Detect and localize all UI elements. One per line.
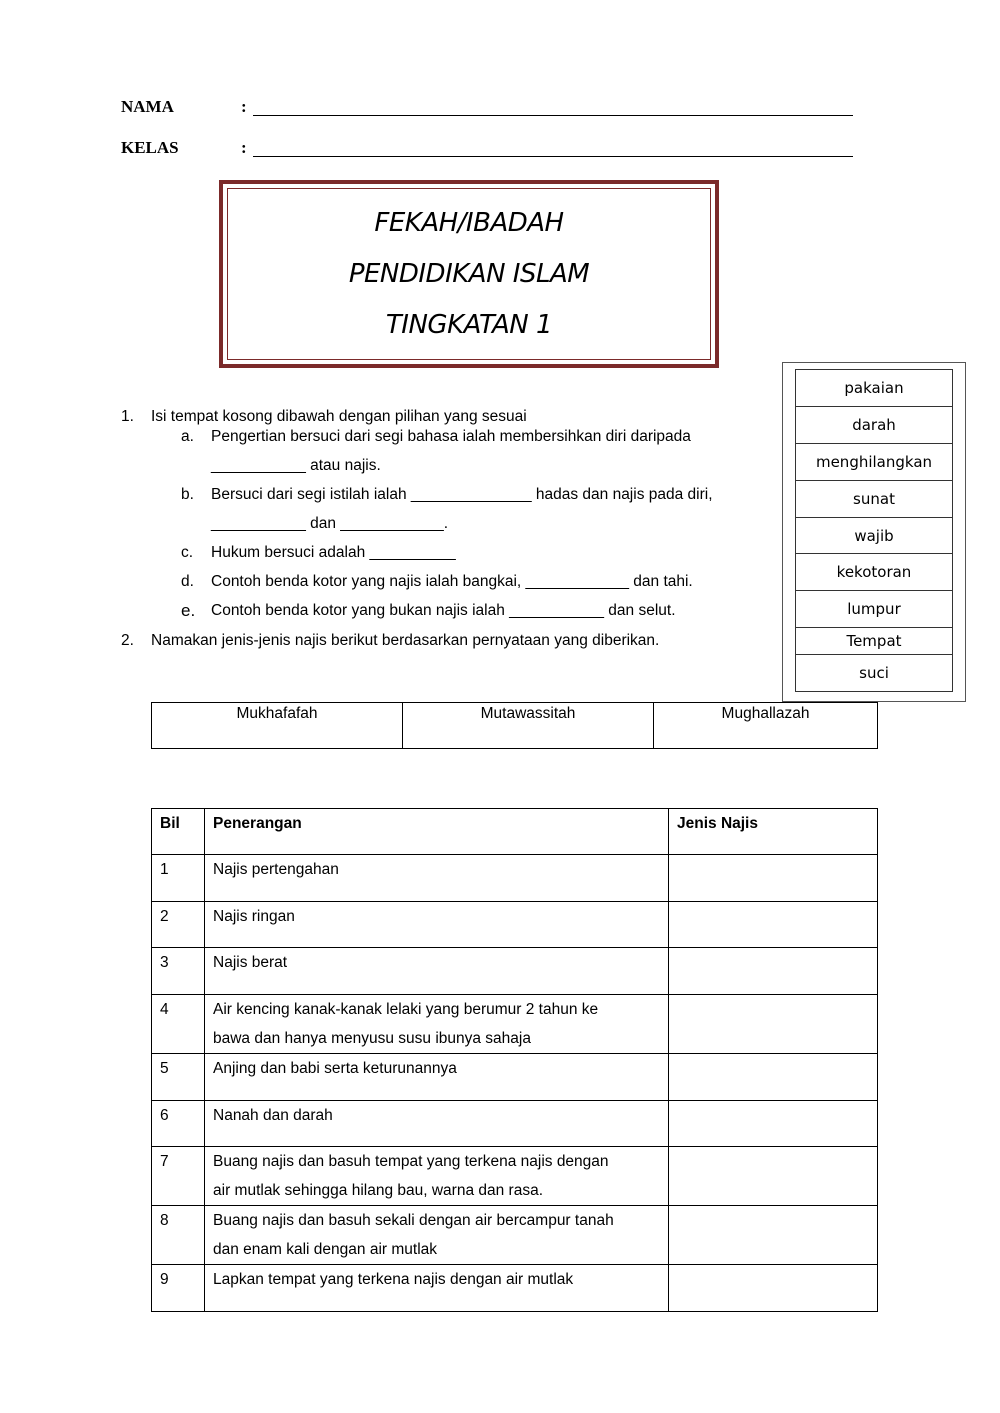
header-penerangan: Penerangan (205, 809, 669, 855)
najis-type-option[interactable]: Mughallazah (654, 703, 878, 749)
row-line: dan enam kali dengan air mutlak (213, 1241, 438, 1258)
row-line: Buang najis dan basuh tempat yang terkena najis dengan (213, 1153, 609, 1170)
answer-cell[interactable] (669, 948, 878, 995)
nama-colon: : (241, 97, 247, 116)
q1a-text: Pengertian bersuci dari segi bahasa ialah membersihkan diri daripada (211, 428, 691, 445)
table-row (152, 995, 878, 1054)
header-bil: Bil (152, 809, 205, 855)
word-bank (795, 369, 953, 692)
answer-cell[interactable] (669, 1147, 878, 1206)
najis-types-table (151, 702, 878, 749)
row-bil: 2 (152, 902, 205, 948)
row-line: Nanah dan darah (213, 1107, 333, 1124)
word-bank-item[interactable]: darah (796, 407, 952, 444)
title-course: PENDIDIKAN ISLAM (348, 258, 590, 289)
q1b-label: b. (181, 486, 194, 503)
row-penerangan (205, 902, 669, 948)
word-bank-item[interactable]: pakaian (796, 370, 952, 407)
q1e-label: e. (181, 601, 196, 620)
row-line: Anjing dan babi serta keturunannya (213, 1060, 457, 1077)
row-penerangan (205, 995, 669, 1054)
title-subject: FEKAH/IBADAH (374, 207, 564, 238)
table-row (152, 1101, 878, 1147)
row-line: Lapkan tempat yang terkena najis dengan air mutlak (213, 1271, 574, 1288)
q2-number: 2. (121, 632, 134, 649)
row-penerangan (205, 948, 669, 995)
q1b-blank[interactable]: ___________ dan ____________. (211, 515, 449, 532)
row-line: Buang najis dan basuh sekali dengan air bercampur tanah (213, 1212, 614, 1229)
q1-number: 1. (121, 408, 134, 425)
answer-cell[interactable] (669, 902, 878, 948)
row-bil: 9 (152, 1265, 205, 1312)
row-bil: 6 (152, 1101, 205, 1147)
q1b-text[interactable]: Bersuci dari segi istilah ialah ______________ hadas dan najis pada diri, (211, 486, 713, 503)
table-row (152, 1265, 878, 1312)
answer-cell[interactable] (669, 1101, 878, 1147)
word-bank-item[interactable]: menghilangkan (796, 444, 952, 481)
q1c-text[interactable]: Hukum bersuci adalah __________ (211, 544, 456, 561)
title-box-inner (227, 188, 711, 360)
word-bank-item[interactable]: lumpur (796, 591, 952, 628)
answer-cell[interactable] (669, 995, 878, 1054)
kelas-label: KELAS (121, 138, 179, 157)
row-line: Najis pertengahan (213, 861, 339, 878)
q1e-text[interactable]: Contoh benda kotor yang bukan najis ialah ___________ dan selut. (211, 602, 676, 619)
header-jenis-najis: Jenis Najis (669, 809, 878, 855)
nama-label: NAMA (121, 97, 174, 116)
word-bank-item[interactable]: wajib (796, 518, 952, 554)
word-bank-item[interactable]: kekotoran (796, 554, 952, 591)
row-bil: 8 (152, 1206, 205, 1265)
table-row (152, 948, 878, 995)
q1-instruction: Isi tempat kosong dibawah dengan pilihan yang sesuai (151, 408, 527, 425)
q1a-label: a. (181, 428, 194, 445)
title-box (219, 180, 719, 368)
answer-cell[interactable] (669, 855, 878, 902)
row-line: air mutlak sehingga hilang bau, warna dan rasa. (213, 1182, 544, 1199)
row-line: bawa dan hanya menyusu susu ibunya sahaja (213, 1030, 531, 1047)
najis-type-option[interactable]: Mutawassitah (403, 703, 654, 749)
q1c-label: c. (181, 544, 194, 561)
row-bil: 3 (152, 948, 205, 995)
answer-cell[interactable] (669, 1265, 878, 1312)
row-penerangan (205, 1054, 669, 1101)
table-row (152, 1054, 878, 1101)
row-line: Najis ringan (213, 908, 295, 925)
title-grade: TINGKATAN 1 (385, 310, 553, 341)
table-row (152, 855, 878, 902)
najis-type-option[interactable]: Mukhafafah (152, 703, 403, 749)
row-line: Najis berat (213, 954, 288, 971)
answer-cell[interactable] (669, 1054, 878, 1101)
q2-instruction: Namakan jenis-jenis najis berikut berdasarkan pernyataan yang diberikan. (151, 632, 660, 649)
q1a-blank[interactable]: ___________ atau najis. (211, 457, 381, 474)
row-penerangan (205, 1101, 669, 1147)
row-penerangan (205, 1265, 669, 1312)
word-bank-item[interactable]: Tempat (796, 628, 952, 655)
q1d-text[interactable]: Contoh benda kotor yang najis ialah bangkai, ____________ dan tahi. (211, 573, 693, 590)
kelas-answer-line[interactable] (253, 156, 853, 157)
table-row (152, 1147, 878, 1206)
kelas-colon: : (241, 138, 247, 157)
word-bank-item[interactable]: sunat (796, 481, 952, 518)
najis-table (151, 808, 878, 1312)
q1d-label: d. (181, 573, 194, 590)
table-row (152, 1206, 878, 1265)
table-header-row (152, 809, 878, 855)
row-bil: 4 (152, 995, 205, 1054)
row-penerangan (205, 1147, 669, 1206)
row-bil: 5 (152, 1054, 205, 1101)
table-row (152, 902, 878, 948)
row-bil: 7 (152, 1147, 205, 1206)
word-bank-item[interactable]: suci (859, 664, 889, 682)
answer-cell[interactable] (669, 1206, 878, 1265)
row-bil: 1 (152, 855, 205, 902)
row-penerangan (205, 855, 669, 902)
row-line: Air kencing kanak-kanak lelaki yang berumur 2 tahun ke (213, 1001, 599, 1018)
row-penerangan (205, 1206, 669, 1265)
nama-answer-line[interactable] (253, 115, 853, 116)
